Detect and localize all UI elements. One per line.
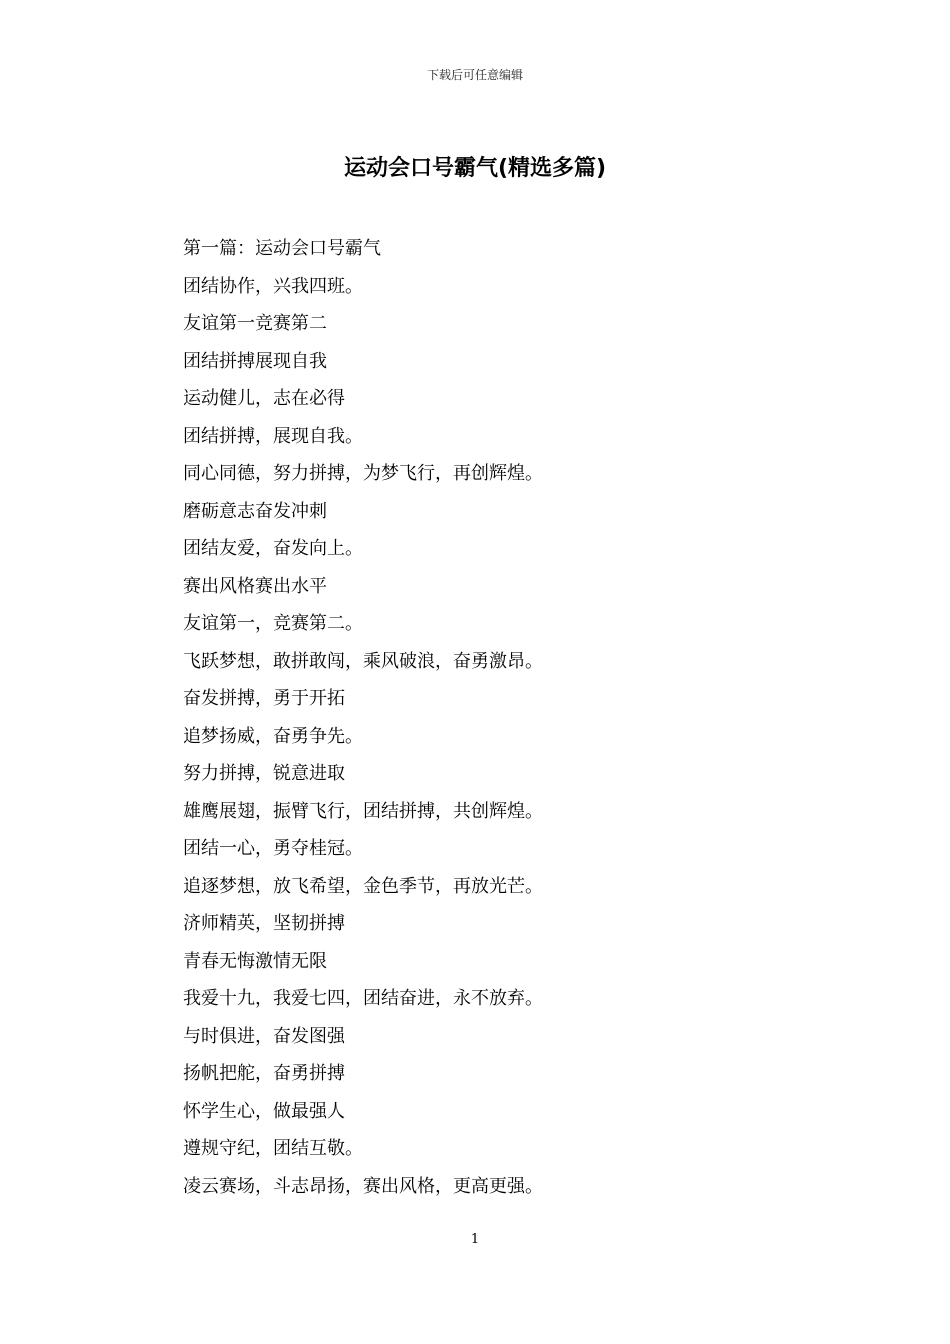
slogan-line: 团结拼搏，展现自我。 — [183, 425, 363, 447]
slogan-line: 同心同德，努力拼搏，为梦飞行，再创辉煌。 — [183, 463, 543, 484]
slogan-line: 怀学生心，做最强人 — [183, 1100, 345, 1122]
slogan-line: 运动健儿，志在必得 — [183, 388, 345, 409]
slogan-line: 飞跃梦想，敢拼敢闯，乘风破浪，奋勇激昂。 — [183, 650, 543, 672]
slogan-line: 济师精英，坚韧拼搏 — [183, 913, 345, 934]
slogan-line: 与时俱进，奋发图强 — [183, 1025, 345, 1047]
slogan-line: 努力拼搏，锐意进取 — [183, 763, 345, 784]
slogan-line: 第一篇：运动会口号霸气 — [183, 238, 381, 259]
slogan-line: 磨砺意志奋发冲刺 — [183, 500, 327, 522]
slogan-line: 凌云赛场，斗志昂扬，赛出风格，更高更强。 — [183, 1175, 543, 1197]
slogan-line: 团结友爱，奋发向上。 — [183, 538, 363, 559]
slogan-line: 扬帆把舵，奋勇拼搏 — [183, 1063, 345, 1084]
page-header-note: 下载后可任意编辑 — [426, 68, 523, 82]
slogan-line: 我爱十九，我爱七四，团结奋进，永不放弃。 — [183, 988, 543, 1009]
slogan-line: 团结一心，勇夺桂冠。 — [183, 838, 363, 859]
slogan-line: 奋发拼搏，勇于开拓 — [183, 688, 345, 709]
slogan-list — [183, 230, 823, 1205]
slogan-line: 友谊第一竞赛第二 — [183, 313, 327, 334]
slogan-line: 团结协作，兴我四班。 — [183, 275, 363, 297]
slogan-line: 青春无悔激情无限 — [183, 950, 327, 972]
document-title: 运动会口号霸气(精选多篇) — [343, 156, 607, 181]
slogan-line: 团结拼搏展现自我 — [183, 350, 327, 372]
page-number: 1 — [470, 1232, 480, 1247]
slogan-line: 追梦扬威，奋勇争先。 — [183, 725, 363, 747]
slogan-line: 友谊第一，竞赛第二。 — [183, 613, 363, 634]
slogan-line: 雄鹰展翅，振臂飞行，团结拼搏，共创辉煌。 — [183, 800, 543, 822]
slogan-line: 赛出风格赛出水平 — [183, 575, 327, 597]
slogan-line: 追逐梦想，放飞希望，金色季节，再放光芒。 — [183, 875, 543, 897]
slogan-line: 遵规守纪，团结互敬。 — [183, 1138, 363, 1159]
